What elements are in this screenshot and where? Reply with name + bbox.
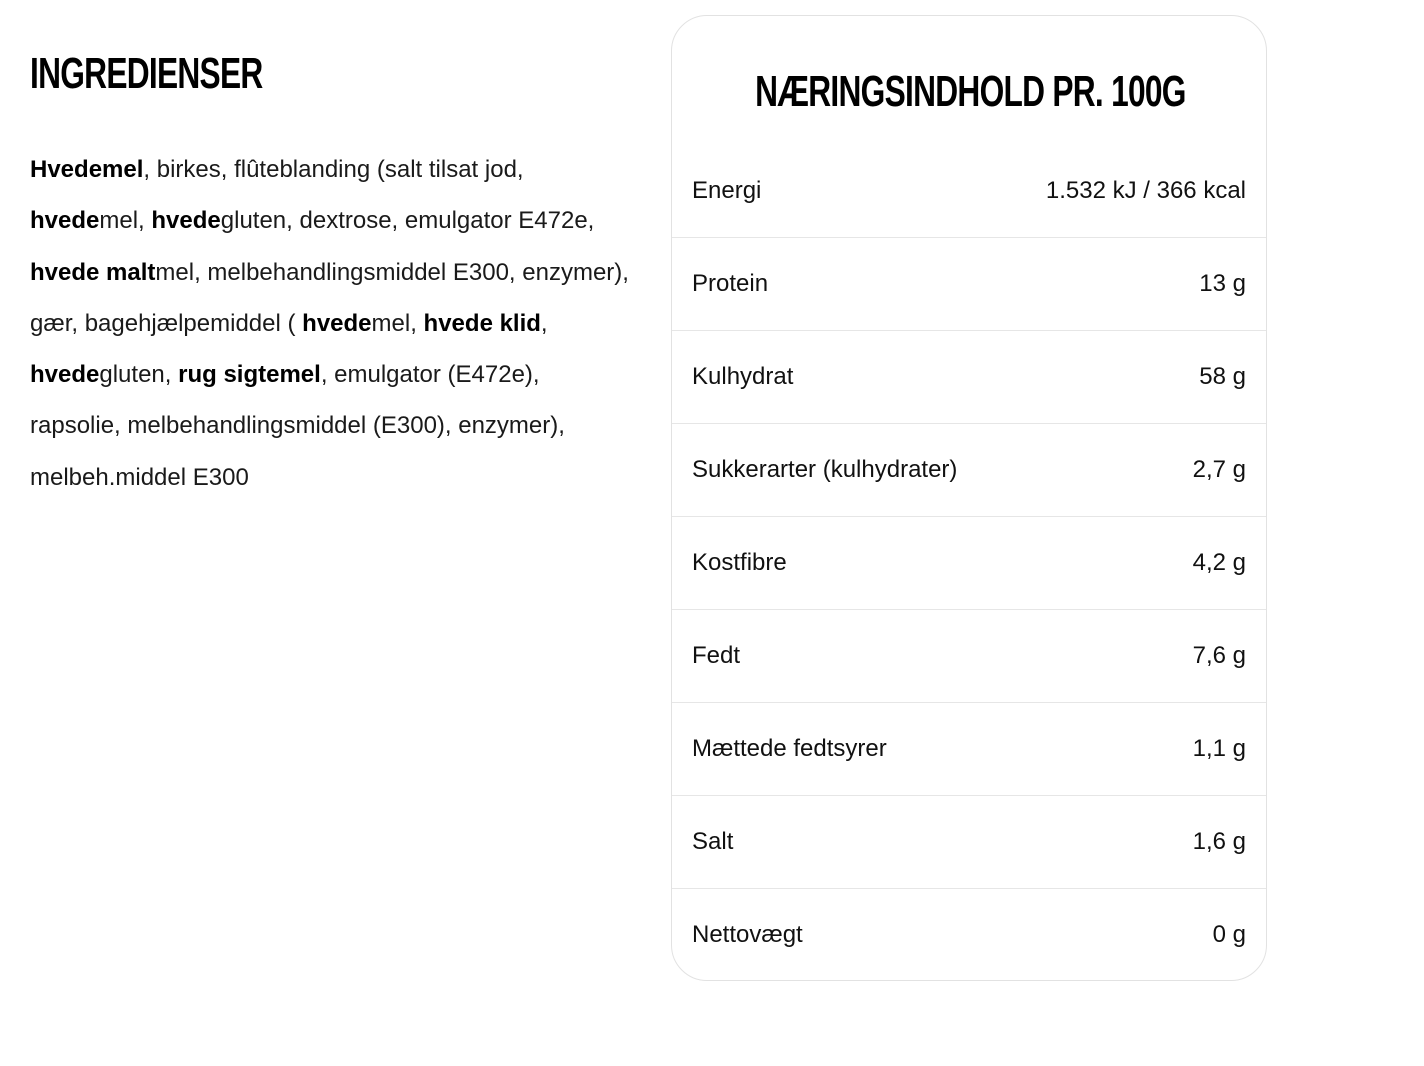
ingredient-text-part: gluten, dextrose, emulgator E472e, <box>220 207 595 235</box>
nutrition-row-salt <box>672 795 1266 888</box>
nutrition-row-saturated-fat <box>672 702 1266 795</box>
nutrition-row-net-weight <box>672 888 1266 981</box>
nutrient-value: 7,6 g <box>1192 642 1246 669</box>
nutrient-label: Energi <box>692 176 762 204</box>
nutrient-label: Protein <box>692 270 769 297</box>
nutrition-table <box>671 15 1267 981</box>
nutrient-label: Fedt <box>692 642 741 669</box>
nutrient-value: 13 g <box>1199 270 1246 297</box>
nutrition-row-energy <box>672 144 1266 237</box>
ingredient-text-part: mel, <box>99 207 152 235</box>
nutrient-value: 0 g <box>1212 921 1246 948</box>
ingredient-text-part: , emulgator (E472e), rapsolie, melbehandlingsmiddel (E300), enzymer), melbeh.middel E300 <box>30 361 565 491</box>
nutrient-value: 1,6 g <box>1192 828 1246 855</box>
ingredient-allergen: Hvedemel <box>30 156 144 183</box>
nutrition-row-sugars <box>672 423 1266 516</box>
nutrition-rows <box>672 144 1266 981</box>
ingredient-text-part: mel, <box>371 309 424 337</box>
nutrition-row-fibre <box>672 516 1266 609</box>
ingredients-title: INGREDIENSER <box>30 49 263 98</box>
ingredient-text-part: , birkes, flûteblanding (salt tilsat jod, <box>143 156 524 183</box>
nutrient-value: 2,7 g <box>1192 456 1246 483</box>
nutrient-label: Salt <box>692 828 734 855</box>
nutrient-value: 4,2 g <box>1192 549 1246 576</box>
nutrient-label: Kostfibre <box>692 549 787 576</box>
nutrition-row-protein <box>672 237 1266 330</box>
nutrition-title: NÆRINGSINDHOLD PR. 100G <box>755 67 1186 116</box>
ingredient-allergen: rug sigtemel <box>178 361 321 389</box>
ingredient-allergen: hvede <box>302 309 372 337</box>
ingredient-allergen: hvede <box>151 207 221 235</box>
ingredient-text-part: gluten, <box>99 361 179 389</box>
ingredient-text-part: , <box>540 309 548 337</box>
ingredient-allergen: hvede <box>30 207 100 235</box>
nutrition-row-carbohydrate <box>672 330 1266 423</box>
nutrient-value: 58 g <box>1199 363 1246 390</box>
nutrition-row-fat <box>672 609 1266 702</box>
ingredient-allergen: hvede klid <box>423 309 541 337</box>
nutrient-label: Kulhydrat <box>692 363 794 390</box>
ingredient-allergen: hvede <box>30 361 100 389</box>
nutrient-label: Mættede fedtsyrer <box>692 735 887 762</box>
ingredients-text <box>30 144 630 503</box>
ingredients-section <box>30 46 630 491</box>
ingredient-allergen: hvede malt <box>30 258 156 286</box>
nutrient-label: Sukkerarter (kulhydrater) <box>692 456 958 483</box>
nutrient-value: 1,1 g <box>1192 735 1246 762</box>
nutrient-label: Nettovægt <box>692 921 803 948</box>
ingredient-text-part: mel, melbehandlingsmiddel E300, enzymer), gær, bagehjælpemiddel ( <box>30 258 629 337</box>
nutrient-value: 1.532 kJ / 366 kcal <box>1045 176 1246 204</box>
